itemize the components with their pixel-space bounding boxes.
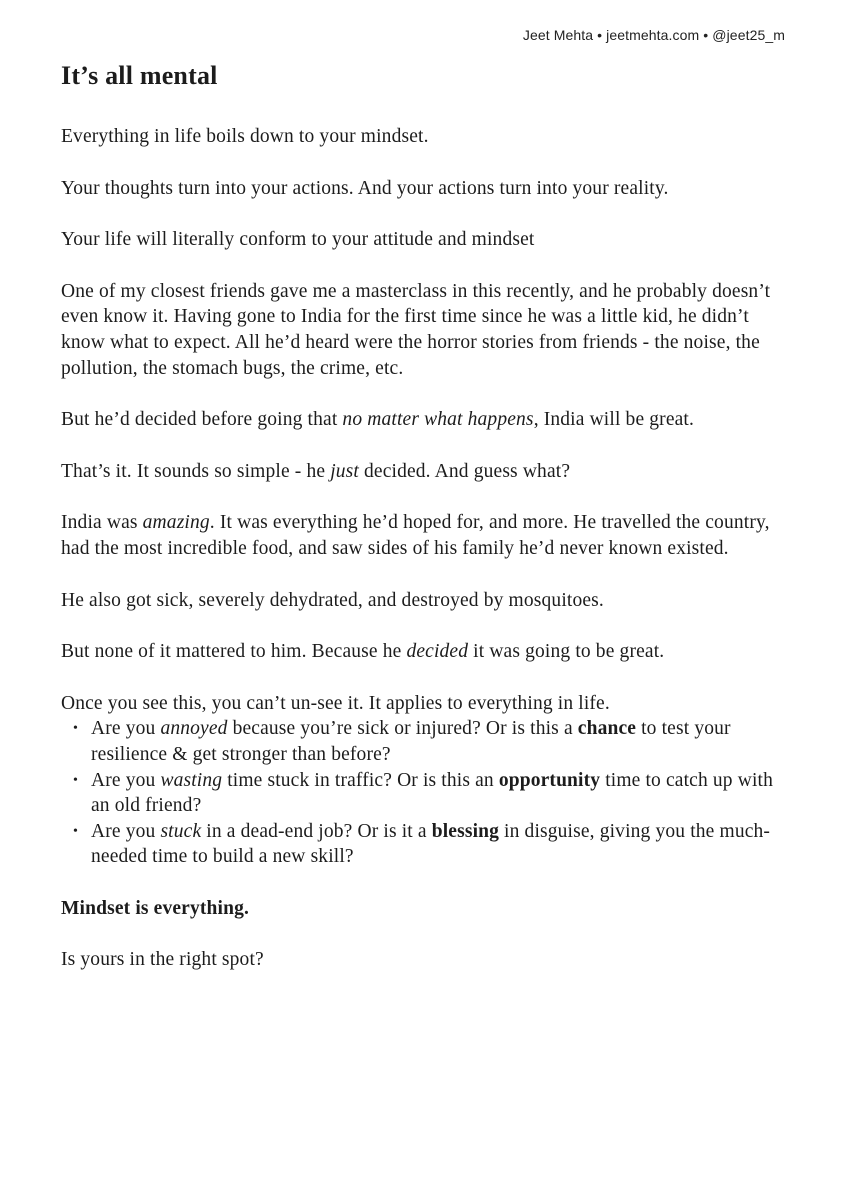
paragraph [61, 459, 781, 485]
text-run: to test your resilience & get stronger than before? [91, 718, 731, 765]
paragraph: Once you see this, you can’t un-see it. It applies to everything in life. [61, 692, 610, 714]
bullet-icon: • [73, 823, 79, 839]
text-run: time to catch up with an old friend? [91, 769, 773, 817]
bold-text: opportunity [498, 769, 601, 791]
paragraph: Everything in life boils down to your mindset. [61, 126, 429, 147]
emphasis: annoyed [160, 718, 228, 740]
bullet-list [61, 716, 781, 870]
bold-text: chance [577, 718, 637, 740]
paragraph: Your thoughts turn into your actions. And your actions turn into your reality. [61, 177, 669, 199]
emphasis: just [330, 460, 359, 482]
text-run: But he’d decided before going that [61, 409, 343, 431]
text-run: in a dead-end job? Or is it a [201, 820, 432, 842]
bullet-icon: • [73, 721, 79, 737]
paragraph: Is yours in the right spot? [61, 949, 264, 971]
text-run: That’s it. It sounds so simple - he [61, 460, 331, 482]
author-handle: @jeet25_m [712, 27, 785, 43]
text-run: Are you [91, 820, 161, 842]
author-name: Jeet Mehta [522, 27, 594, 43]
text-run: time stuck in traffic? Or is this an [222, 769, 499, 791]
text-run: . It was everything he’d hoped for, and more. He travelled the country, had the most incredible food, and saw sides of his family he’d never known existed. [61, 512, 770, 559]
text-run: But none of it mattered to him. Because he [61, 641, 407, 663]
text-run: because you’re sick or injured? Or is this a [227, 718, 578, 740]
text-run: India was [61, 512, 143, 534]
list-item [73, 768, 781, 819]
author-website: jeetmehta.com [606, 27, 700, 43]
text-run: decided. And guess what? [358, 460, 571, 482]
paragraph: One of my closest friends gave me a masterclass in this recently, and he probably doesn’t even know it. Having gone to India for the first time since he was a little kid, he didn’t know what to expect. All he’d heard were the horror stories from friends - the noise, the pollution, the stomach bugs, the crime, etc. [61, 280, 771, 379]
text-run: Are you [91, 718, 161, 740]
list-item [73, 716, 781, 767]
paragraph [61, 639, 781, 665]
bold-text: blessing [431, 820, 500, 842]
emphasis: decided [406, 641, 469, 663]
text-run: in disguise, giving you the much-needed time to build a new skill? [91, 820, 771, 868]
text-run: Are you [91, 769, 161, 791]
byline [523, 27, 785, 43]
emphasis: amazing [142, 512, 210, 534]
byline-separator: • [703, 27, 709, 43]
paragraph: He also got sick, severely dehydrated, and destroyed by mosquitoes. [61, 589, 604, 611]
emphasis: no matter what happens [342, 409, 534, 431]
bullet-icon: • [73, 772, 79, 788]
page-title: It’s all mental [61, 61, 218, 90]
paragraph [61, 407, 781, 433]
emphasis: wasting [160, 769, 223, 791]
article-body [61, 58, 781, 999]
text-run: , India will be great. [533, 409, 695, 431]
paragraph: Your life will literally conform to your attitude and mindset [61, 229, 535, 251]
paragraph [61, 510, 781, 561]
text-run: it was going to be great. [468, 641, 665, 663]
paragraph [61, 896, 781, 922]
byline-separator: • [597, 27, 603, 43]
emphasis: stuck [160, 820, 202, 842]
bold-text: Mindset is everything. [61, 897, 249, 919]
list-item [73, 819, 781, 870]
